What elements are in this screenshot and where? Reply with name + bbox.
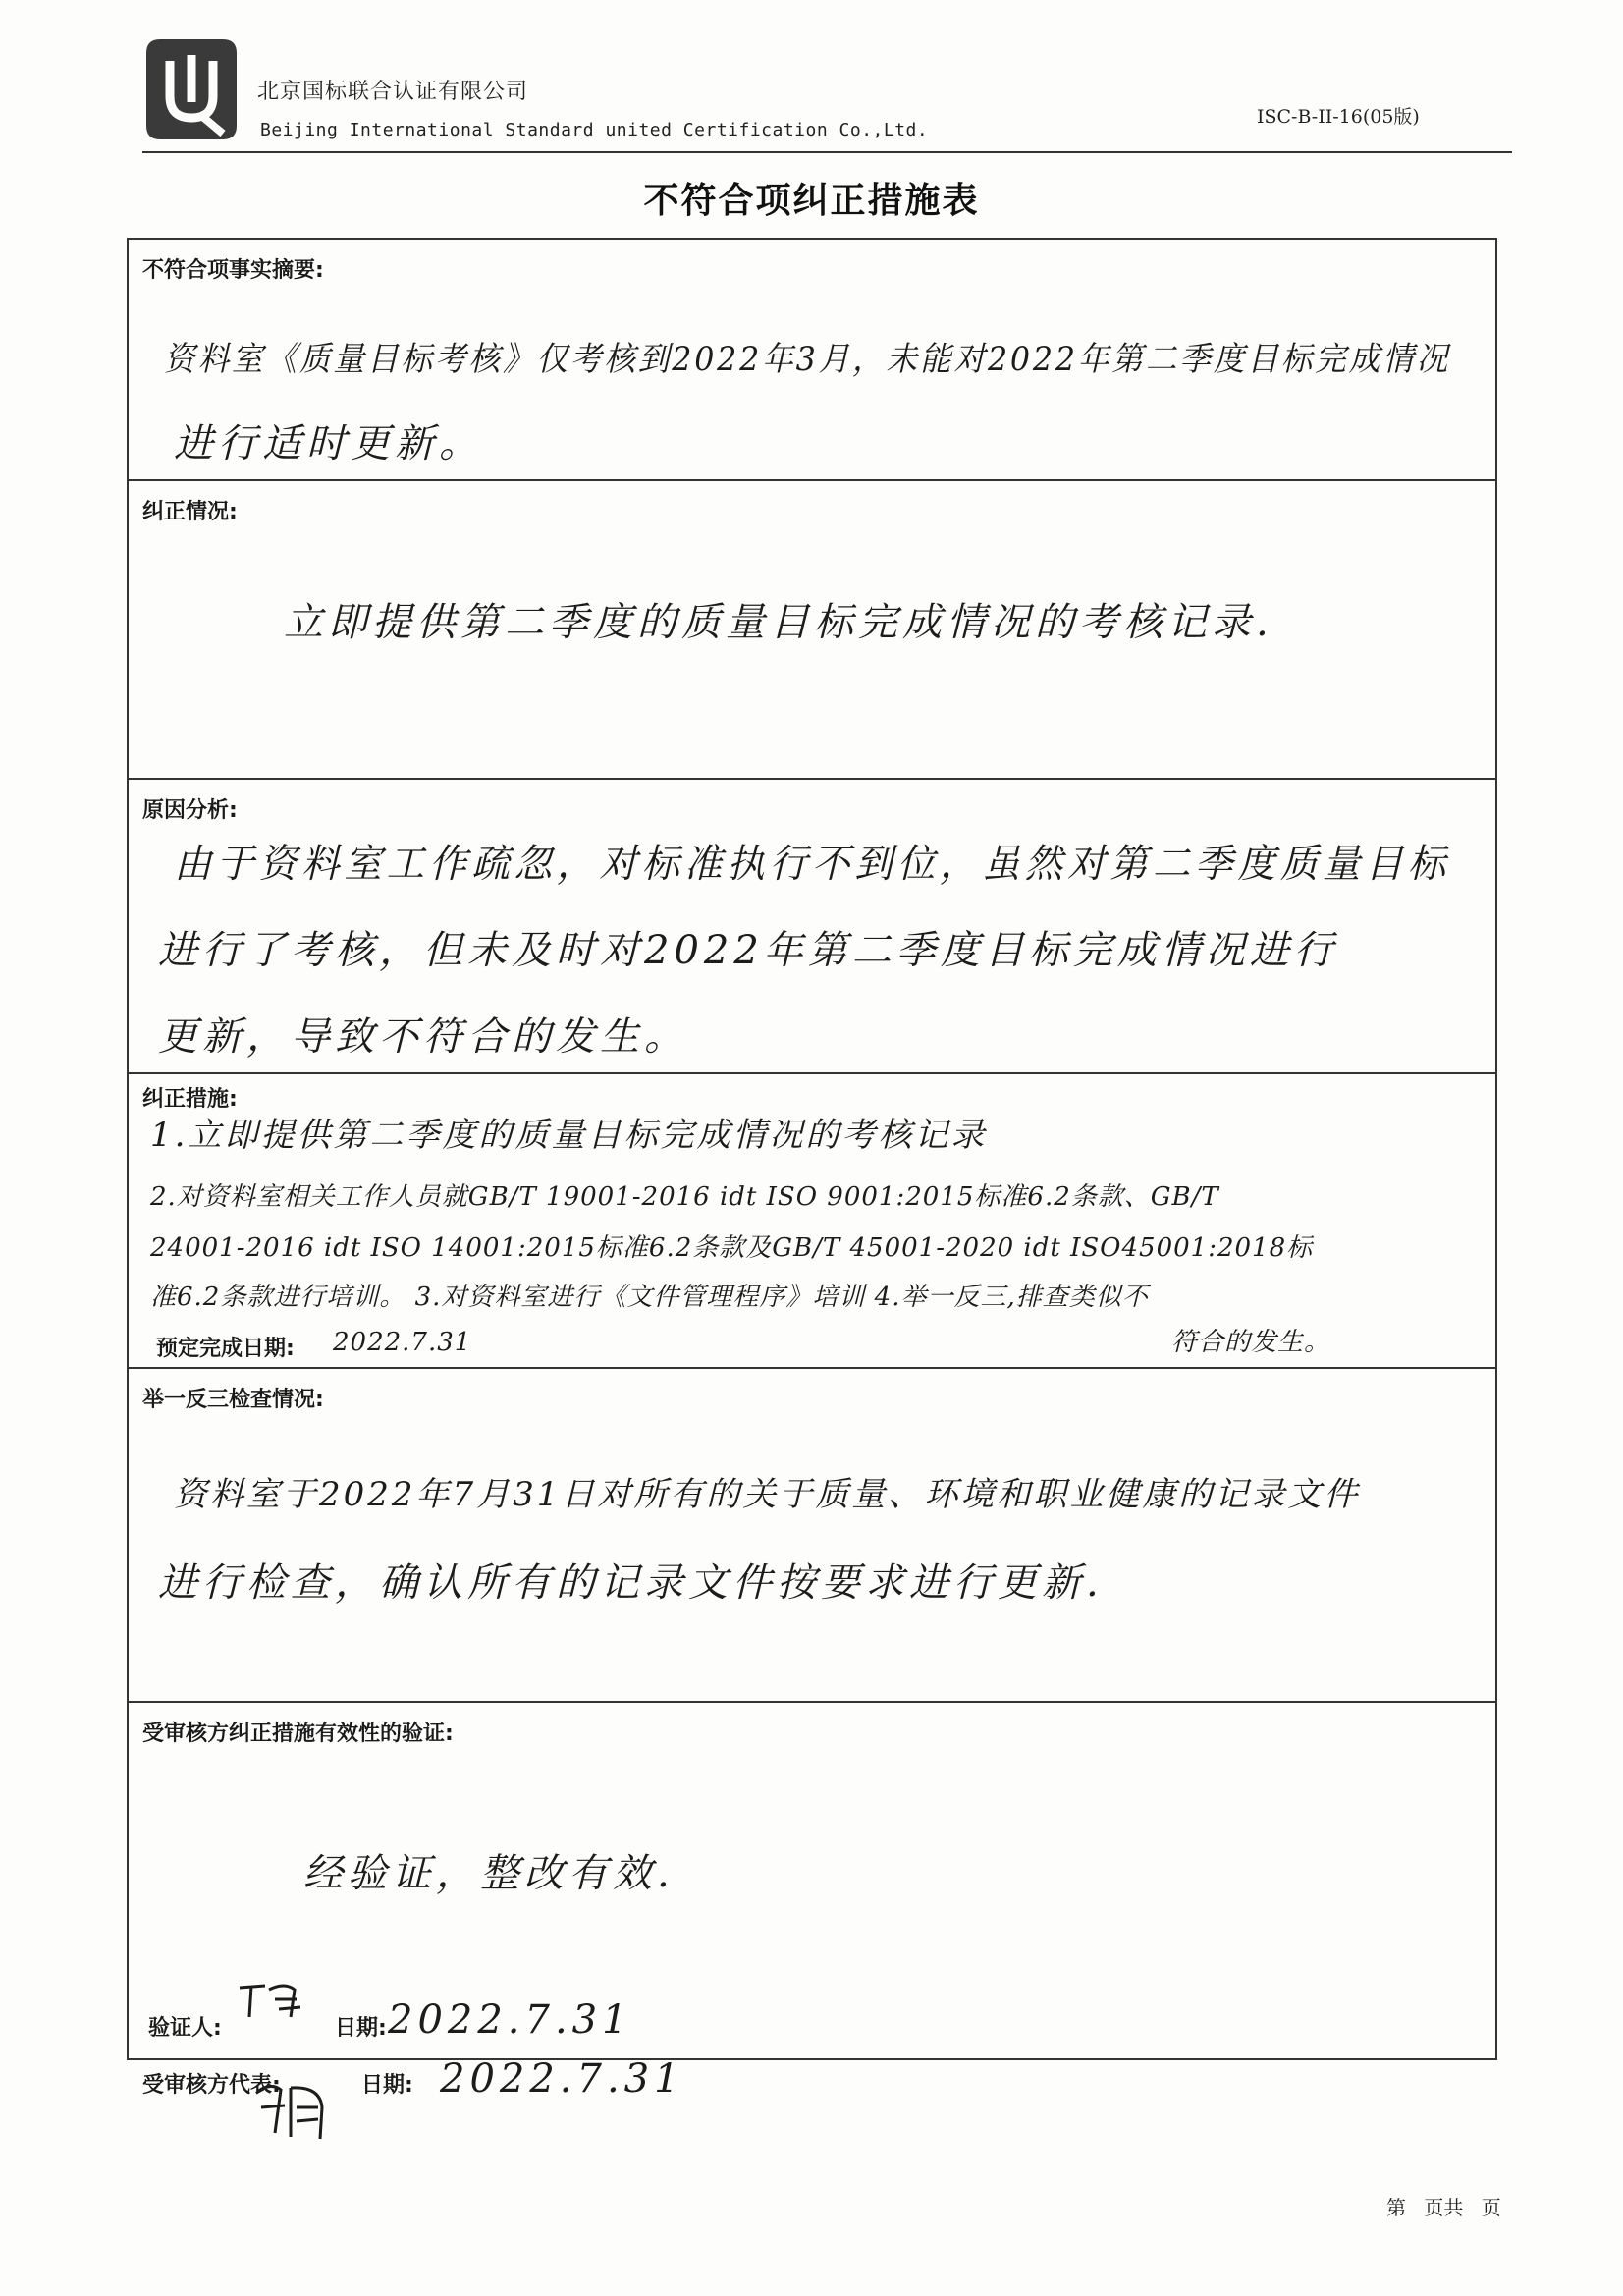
auditee-rep-date-label: 日期: — [361, 2073, 413, 2098]
page-number: 第 页共 页 — [1386, 2196, 1501, 2219]
measures-line-4: 准6.2条款进行培训。 3.对资料室进行《文件管理程序》培训 4.举一反三,排查类似不 — [150, 1283, 1149, 1312]
company-name-en: Beijing International Standard united Certification Co.,Ltd. — [260, 120, 929, 140]
review-section — [129, 1367, 1495, 1701]
cause-label: 原因分析: — [142, 798, 238, 823]
summary-section — [129, 240, 1495, 479]
review-line-1: 资料室于2022年7月31日对所有的关于质量、环境和职业健康的记录文件 — [174, 1475, 1361, 1514]
correction-section — [129, 479, 1495, 778]
verifier-date-label: 日期: — [335, 2016, 387, 2041]
summary-label: 不符合项事实摘要: — [142, 258, 324, 283]
measures-line-2: 2.对资料室相关工作人员就GB/T 19001-2016 idt ISO 9001:2015标准6.2条款、GB/T — [150, 1182, 1219, 1212]
review-line-2: 进行检查，确认所有的记录文件按要求进行更新. — [158, 1560, 1104, 1606]
measures-section — [129, 1072, 1495, 1367]
cause-line-2: 进行了考核，但未及时对2022年第二季度目标完成情况进行 — [158, 928, 1338, 973]
verifier-signature-icon — [236, 1978, 314, 2047]
summary-line-2: 进行适时更新。 — [174, 421, 483, 466]
measures-label: 纠正措施: — [142, 1087, 238, 1112]
review-label: 举一反三检查情况: — [142, 1388, 324, 1412]
form-code: ISC-B-II-16(05版) — [1257, 106, 1420, 128]
form-table — [127, 238, 1497, 2060]
due-date-label: 预定完成日期: — [156, 1337, 295, 1361]
cause-line-1: 由于资料室工作疏忽，对标准执行不到位，虽然对第二季度质量目标 — [174, 842, 1451, 887]
verifier-date-value: 2022.7.31 — [388, 1997, 632, 2043]
verification-label: 受审核方纠正措施有效性的验证: — [142, 1722, 454, 1746]
company-name-cn: 北京国标联合认证有限公司 — [257, 80, 529, 104]
auditee-rep-label: 受审核方代表: — [142, 2073, 281, 2098]
company-logo-icon — [142, 35, 241, 143]
page-title: 不符合项纠正措施表 — [643, 181, 980, 221]
cause-line-3: 更新，导致不符合的发生。 — [158, 1014, 688, 1060]
correction-label: 纠正情况: — [142, 500, 238, 524]
auditee-signature-icon — [251, 2078, 340, 2157]
measures-line-3: 24001-2016 idt ISO 14001:2015标准6.2条款及GB/T 45001-2020 idt ISO45001:2018标 — [150, 1233, 1314, 1263]
cause-section — [129, 778, 1495, 1072]
header-divider — [142, 151, 1512, 153]
verification-line-1: 经验证，整改有效. — [303, 1851, 675, 1896]
measures-line-1: 1.立即提供第二季度的质量目标完成情况的考核记录 — [150, 1116, 988, 1155]
verification-section — [129, 1701, 1495, 2058]
summary-line-1: 资料室《质量目标考核》仅考核到2022年3月，未能对2022年第二季度目标完成情况 — [164, 340, 1451, 379]
auditee-rep-date-value: 2022.7.31 — [440, 2056, 684, 2102]
measures-line-5: 符合的发生。 — [1171, 1328, 1331, 1357]
correction-line-1: 立即提供第二季度的质量目标完成情况的考核记录. — [284, 600, 1273, 645]
verifier-label: 验证人: — [148, 2016, 222, 2041]
due-date-value: 2022.7.31 — [333, 1328, 472, 1357]
